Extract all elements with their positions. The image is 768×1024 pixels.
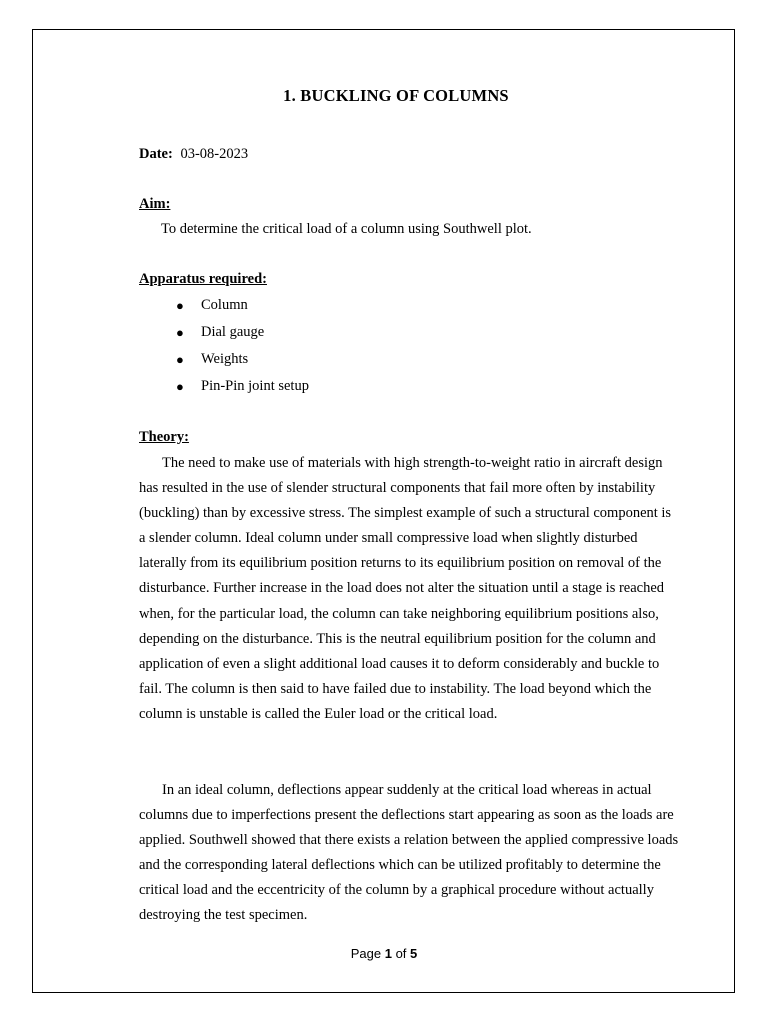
bullet-icon: ● bbox=[176, 325, 184, 340]
list-item-label: Dial gauge bbox=[201, 324, 265, 340]
bullet-icon: ● bbox=[176, 298, 184, 313]
theory-paragraph-1-text: The need to make use of materials with high strength-to-weight ratio in aircraft design has resulted in the use of slender structural components that fail more often by instability (buckling) than by excessive stress. The simplest example of such a structural component is a slender column. Ideal column under small compressive load when slightly disturbed laterally from its equilibrium position returns to its equilibrium position on removal of the disturbance. Further increase in the load does not alter the situation until a stage is reached when, for the particular load, the column can take neighboring equilibrium positions also, depending on the disturbance. This is the neutral equilibrium position for the column and application of even a slight additional load causes it to deform considerably and buckle to fail. The column is then said to have failed due to instability. The load beyond which the column is unstable is called the Euler load or the critical load. bbox=[139, 455, 672, 722]
list-item bbox=[176, 376, 309, 403]
date-line bbox=[139, 146, 248, 163]
aim-heading: Aim: bbox=[139, 196, 171, 212]
document-title: 1. BUCKLING OF COLUMNS bbox=[283, 86, 509, 105]
apparatus-list bbox=[176, 295, 309, 403]
bullet-icon: ● bbox=[176, 352, 184, 367]
date-value: 03-08-2023 bbox=[180, 146, 249, 162]
page-footer bbox=[0, 946, 768, 961]
theory-paragraph-2-text: In an ideal column, deflections appear suddenly at the critical load whereas in actual columns due to imperfections present the deflections start appearing as soon as the loads are applied. Southwell showed that there exists a relation between the applied compressive loads and the corresponding lateral deflections which can be utilized profitably to determine the critical load and the eccentricity of the column by a graphical procedure without actually destroying the test specimen. bbox=[139, 782, 679, 924]
theory-paragraph-1 bbox=[139, 451, 679, 727]
list-item bbox=[176, 322, 309, 349]
footer-page-total: 5 bbox=[410, 946, 418, 961]
list-item bbox=[176, 349, 309, 376]
list-item-label: Pin-Pin joint setup bbox=[201, 378, 309, 394]
footer-page-current: 1 bbox=[384, 946, 392, 961]
footer-page-word: Page bbox=[350, 946, 382, 961]
theory-paragraph-2 bbox=[139, 778, 679, 929]
footer-of-word: of bbox=[395, 946, 407, 961]
list-item bbox=[176, 295, 309, 322]
list-item-label: Column bbox=[201, 297, 248, 313]
list-item-label: Weights bbox=[201, 351, 249, 367]
apparatus-heading: Apparatus required: bbox=[139, 271, 267, 287]
date-label: Date: bbox=[139, 146, 173, 162]
bullet-icon: ● bbox=[176, 379, 184, 394]
aim-text: To determine the critical load of a column using Southwell plot. bbox=[161, 221, 532, 237]
theory-heading: Theory: bbox=[139, 429, 189, 445]
